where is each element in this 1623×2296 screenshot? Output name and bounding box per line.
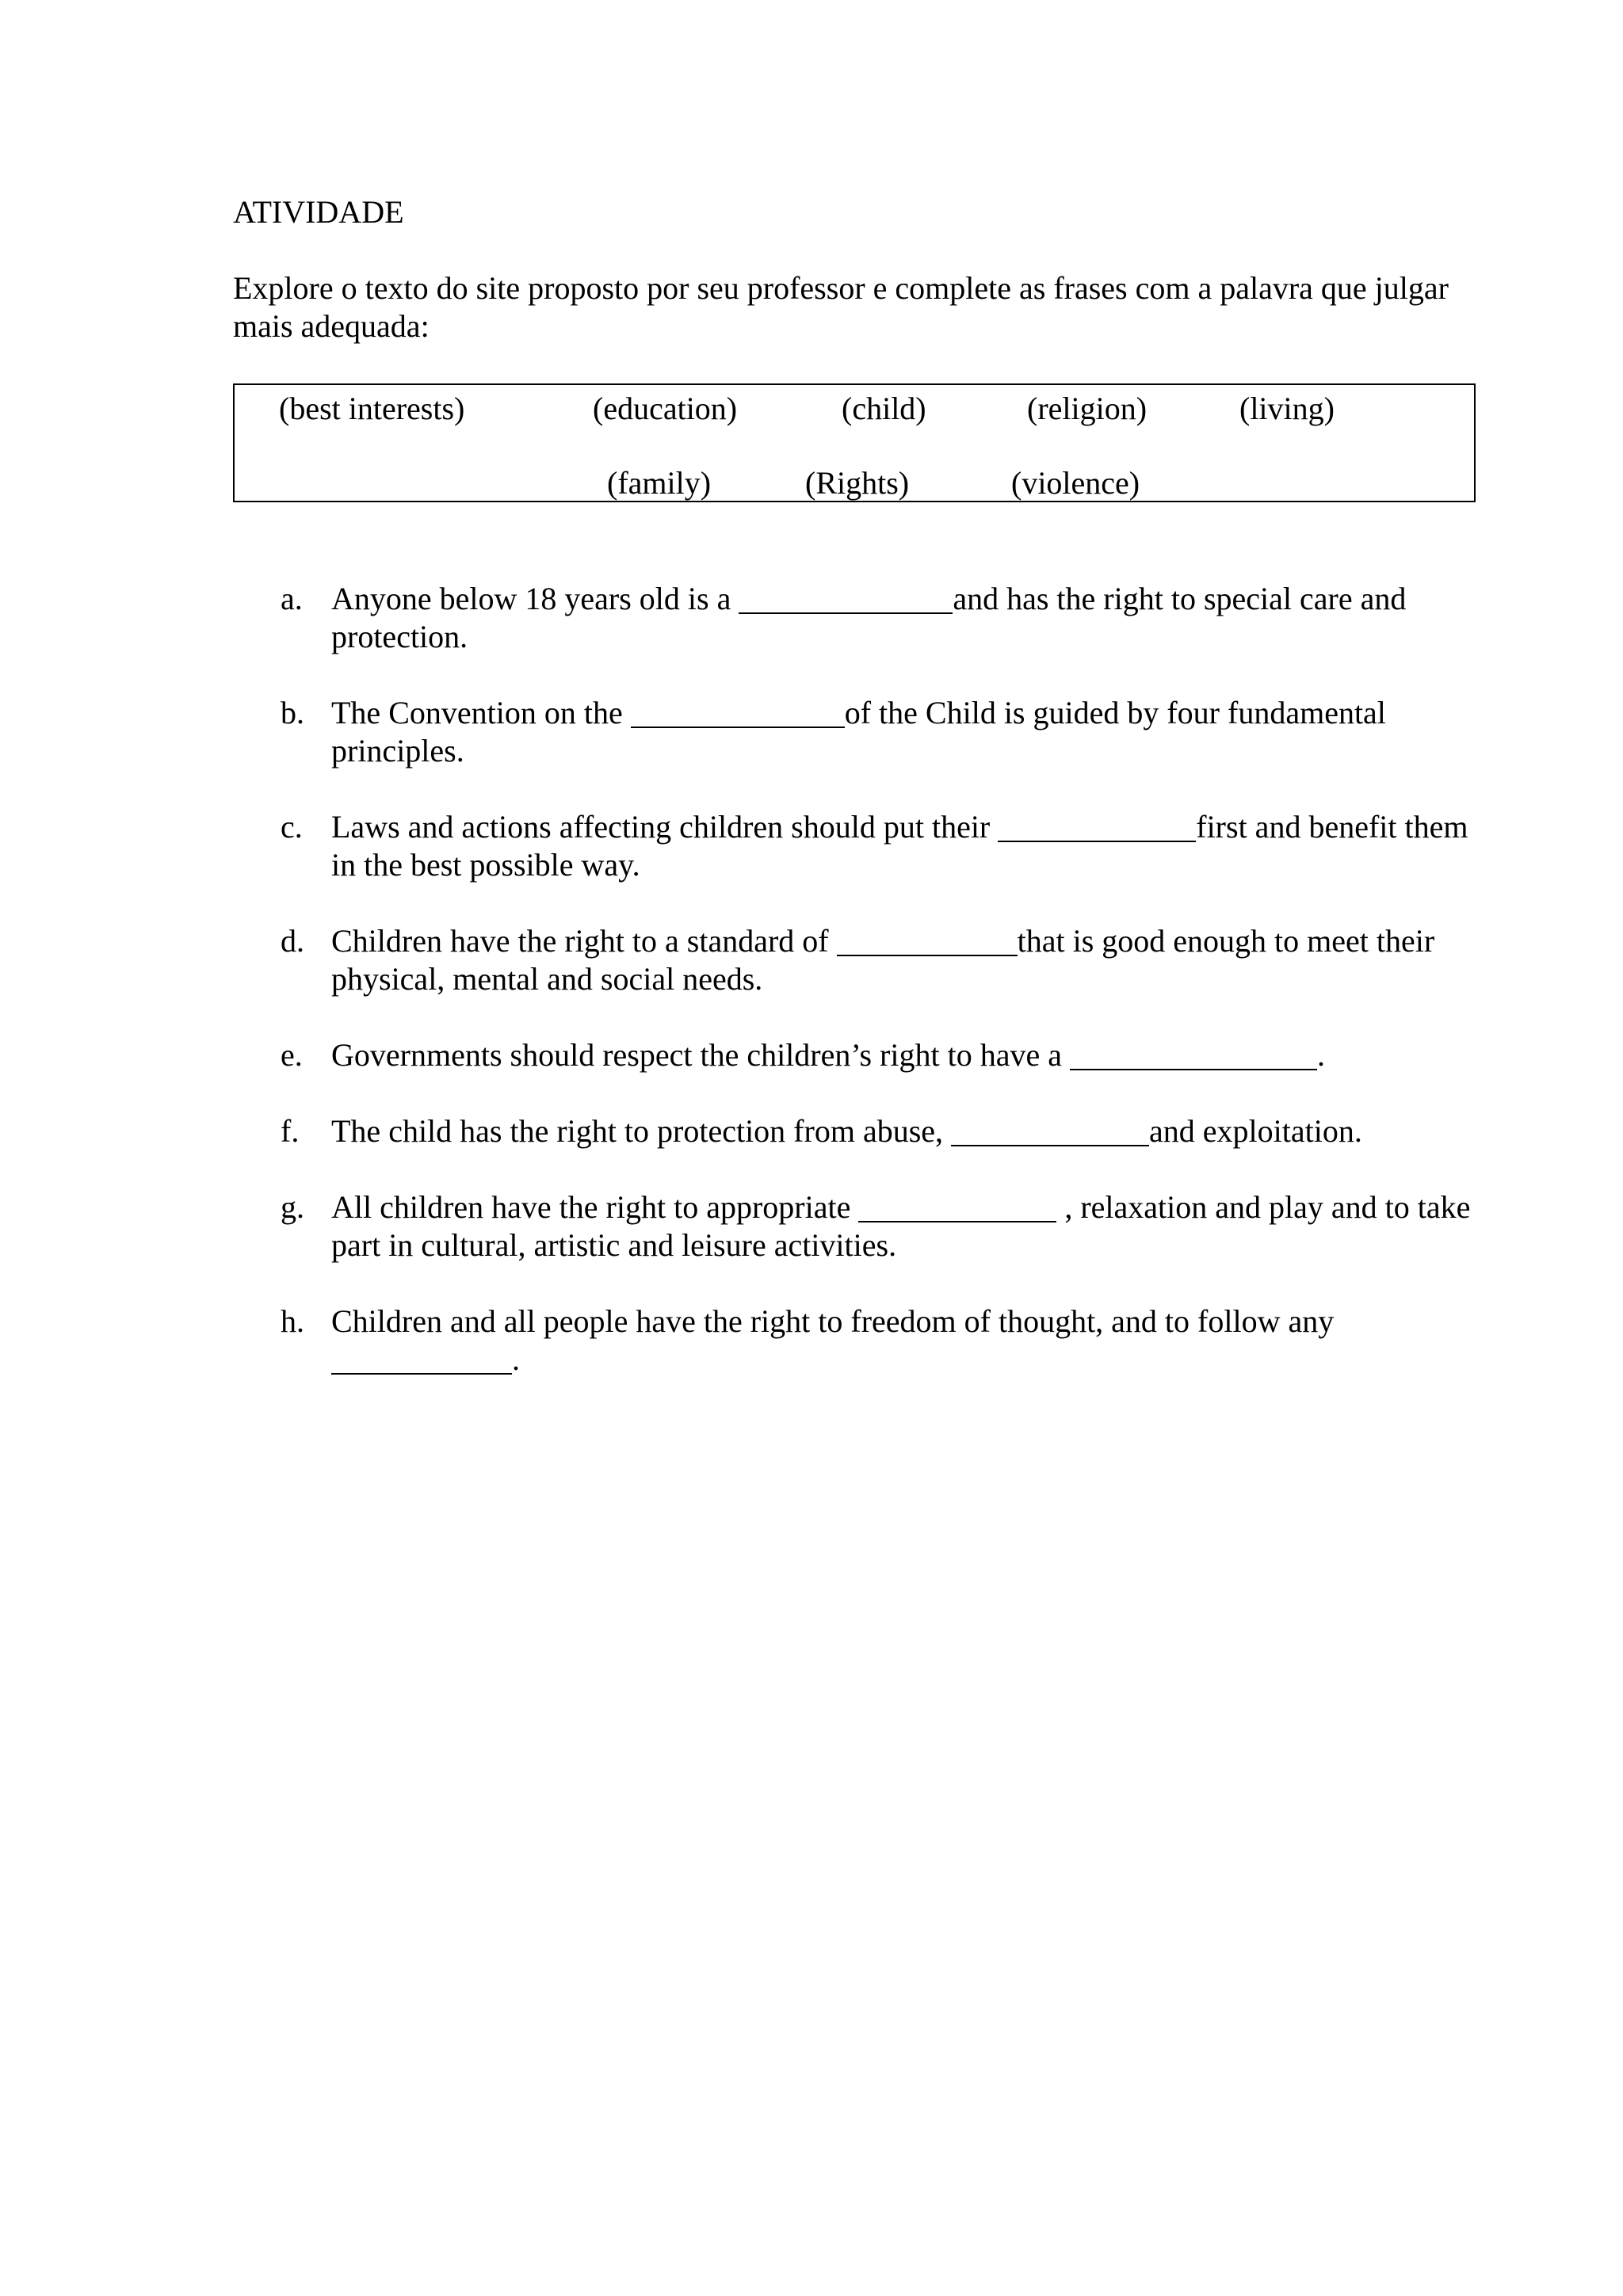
question-letter: e. [281, 1037, 303, 1073]
question-text-before: Children and all people have the right to freedom of thought, and to follow any [331, 1303, 1335, 1339]
question-text [331, 580, 1472, 656]
question-letter: c. [281, 809, 303, 845]
question-text-before: Children have the right to a standard of [331, 923, 837, 959]
question-letter: g. [281, 1189, 304, 1225]
answer-blank-c[interactable] [998, 810, 1196, 842]
question-text [331, 808, 1472, 884]
word-living: (living) [1239, 391, 1335, 426]
question-text-before: All children have the right to appropriate [331, 1189, 859, 1225]
question-text-after: . [1316, 1037, 1325, 1073]
question-text [331, 1302, 1472, 1379]
question-text-before: The child has the right to protection from abuse, [331, 1113, 952, 1149]
question-letter: f. [281, 1113, 300, 1149]
question-text [331, 1188, 1472, 1264]
answer-blank-d[interactable] [837, 925, 1018, 956]
question-letter: a. [281, 581, 303, 616]
word-family: (family) [607, 465, 712, 501]
question-text-after: . [512, 1341, 520, 1377]
answer-blank-h[interactable] [331, 1343, 512, 1375]
answer-blank-e[interactable] [1070, 1039, 1317, 1070]
word-child: (child) [842, 391, 926, 426]
question-text-after: first and benefit them in the best possible way. [331, 809, 1468, 883]
answer-blank-a[interactable] [739, 582, 953, 614]
question-text [331, 1112, 1472, 1150]
word-education: (education) [593, 391, 738, 426]
answer-blank-g[interactable] [858, 1191, 1056, 1222]
instructions-text: Explore o texto do site proposto por seu professor e complete as frases com a palavra que julgar mais adequada: [233, 270, 1449, 344]
word-violence: (violence) [1011, 465, 1140, 501]
question-letter: h. [281, 1303, 304, 1339]
word-rights: (Rights) [805, 465, 910, 501]
question-text-after: and has the right to special care and protection. [331, 581, 1407, 654]
answer-blank-b[interactable] [631, 696, 845, 728]
worksheet-title: ATIVIDADE [233, 194, 404, 230]
question-text-before: Anyone below 18 years old is a [331, 581, 739, 616]
answer-blank-f[interactable] [951, 1115, 1149, 1146]
word-best-interests: (best interests) [279, 391, 465, 426]
question-text-after: that is good enough to meet their physical, mental and social needs. [331, 923, 1435, 997]
question-text-before: The Convention on the [331, 695, 631, 730]
word-bank-box [233, 383, 1476, 502]
question-text-after: and exploitation. [1149, 1113, 1362, 1149]
question-letter: b. [281, 695, 304, 730]
question-text-before: Governments should respect the children’s right to have a [331, 1037, 1070, 1073]
question-text [331, 1036, 1472, 1074]
question-text-after: , relaxation and play and to take part in cultural, artistic and leisure activities. [331, 1189, 1471, 1263]
question-text [331, 922, 1472, 998]
question-letter: d. [281, 923, 304, 959]
question-text-after: of the Child is guided by four fundamental principles. [331, 695, 1386, 769]
word-religion: (religion) [1027, 391, 1148, 426]
question-text-before: Laws and actions affecting children should put their [331, 809, 999, 845]
question-text [331, 694, 1472, 770]
